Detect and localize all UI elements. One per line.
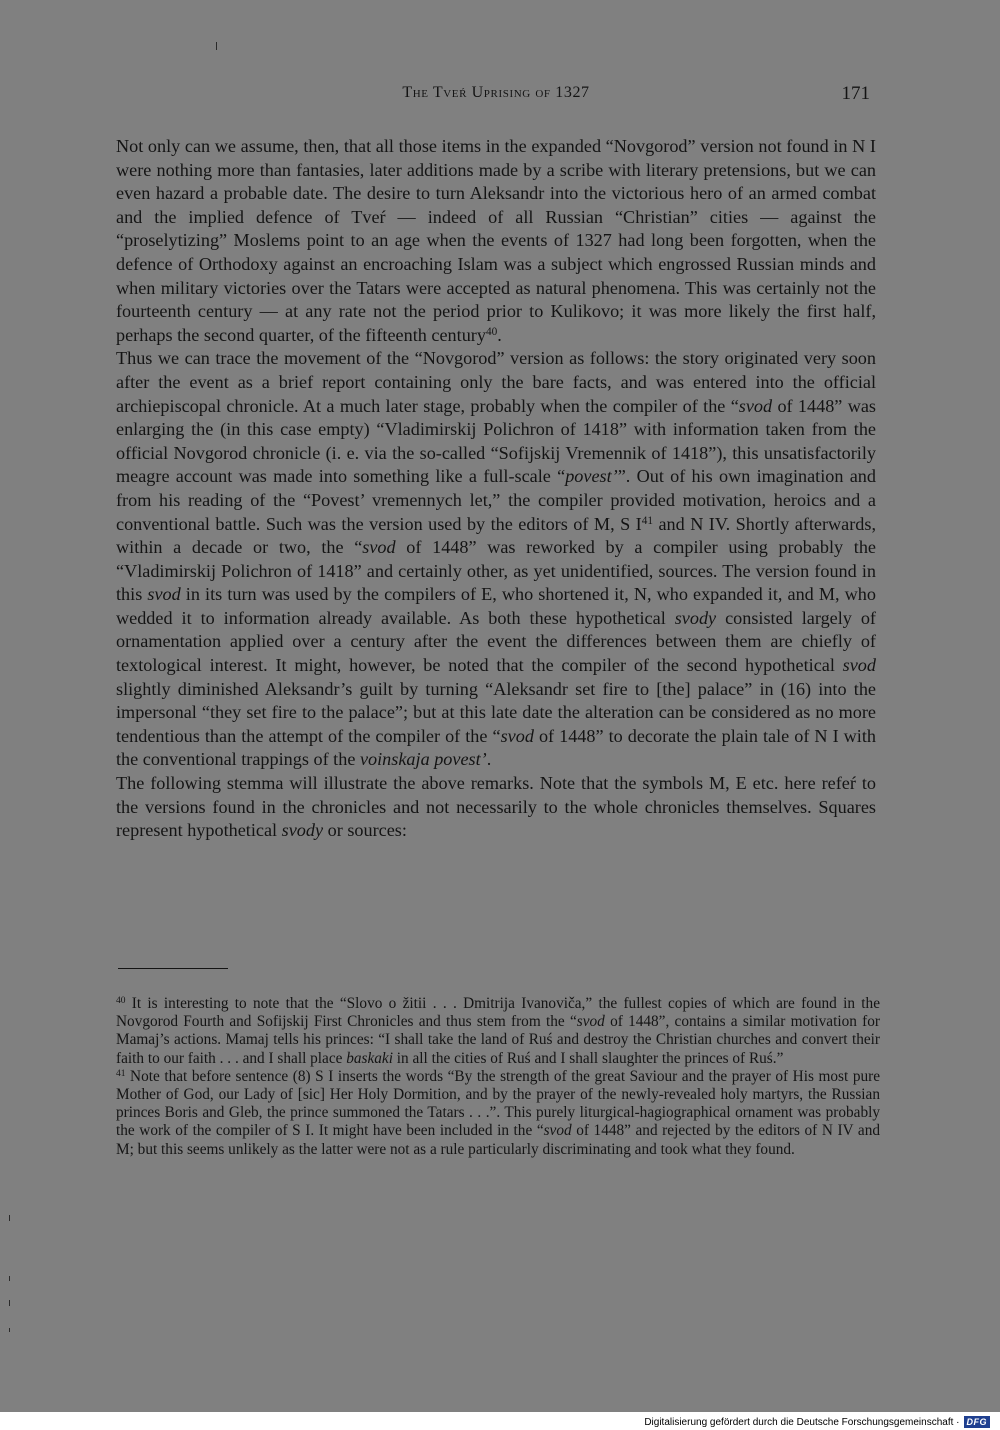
scan-speck [9, 1215, 10, 1221]
digitization-credit [644, 1415, 990, 1429]
paragraph [116, 772, 876, 843]
italic-term: svod [362, 537, 396, 558]
text-run: of 1448”, contains a similar motivation for Mamaj’s actions. Mamaj tells his princes: “I shall take the land of Ruś and destroy the Christian churches and convert their faith to our faith . . . and I shall place [116, 1013, 880, 1067]
paragraph [116, 347, 876, 772]
text-run: Not only can we assume, then, that all those items in the expanded “Novgorod” version not found in N I were nothing more than fantasies, later additions made by a scribe with literary pretensions, but we can even hazard a probable date. The desire to turn Aleksandr into the victorious hero of an armed combat and the implied defence of Tveŕ — indeed of all Russian “Christian” cities — against the “proselytizing” Moslems point to an age when the events of 1327 had long been forgotten, when the defence of Orthodoxy against an encroaching Islam was a subject which engrossed Russian minds and when military victories over the Tatars were accepted as natural phenomena. This was certainly not the fourteenth century — at any rate not the period prior to Kulikovo; it was more likely the first half, perhaps the second quarter, of the fifteenth century [116, 136, 876, 345]
text-run: It is interesting to note that the “Slovo o žitii . . . Dmitrija Ivanoviča,” the fullest copies of which are found in the Novgorod Fourth and Sofijskij First Chronicles and thus stem from the “ [116, 995, 880, 1031]
paragraph [116, 135, 876, 347]
text-run: slightly diminished Aleksandr’s guilt by turning “Aleksandr set fire to [the] palace” in (16) into the impersonal “they set fire to the palace”; but at this late date the alteration can be considered as no more tendentious than the attempt of the compiler of the “ [116, 678, 876, 746]
running-title: The Tveŕ Uprising of 1327 [402, 84, 590, 101]
italic-term: svod [738, 395, 773, 416]
text-run: in its turn was used by the compilers of E, who shortened it, N, who expanded it, and M, who wedded it to information already available. As both these hypothetical [116, 584, 876, 628]
footnote-number: 40 [116, 995, 126, 1006]
footnotes [116, 995, 880, 1159]
text-run: of 1448” and rejected by the editors of N IV and M; but this seems unlikely as the latter were not as a rule particularly discriminating and took what they found. [116, 1122, 880, 1158]
text-run: or sources: [323, 820, 407, 841]
text-run: in all the cities of Ruś and I shall slaughter the princes of Ruś.” [392, 1049, 784, 1067]
page-number: 171 [841, 83, 870, 104]
italic-term: svod [576, 1013, 605, 1031]
text-run: of 1448” was reworked by a compiler using probably the “Vladimirskij Polichron of 1418” and certainly other, as yet unidentified, sources. The version found in this [116, 537, 876, 605]
italic-term: svod [500, 725, 534, 746]
italic-term: svody [674, 607, 717, 628]
text-run: of 1448” to decorate the plain tale of N I with the conventional trappings of the [116, 725, 876, 770]
footnote-separator [118, 968, 228, 969]
text-run: ”. Out of his own imagination and from his reading of the “Povest’ vremennych let,” the compiler provided motivation, heroics and a conventional battle. Such was the version used by the editors of M, S I [116, 466, 876, 534]
text-run: Note that before sentence (8) S I inserts the words “By the strength of the great Saviour and the prayer of His most pure Mother of God, our Lady of [sic] Her Holy Dormition, and by the prayer of the newly-revealed holy martyrs, the Russian princes Boris and Gleb, the prince summoned the Tatars . . .”. This purely liturgical-hagiographical ornament was probably the work of the compiler of S I. It might have been included in the “ [116, 1067, 880, 1140]
scan-speck [9, 1276, 10, 1281]
text-run: The following stemma will illustrate the above remarks. Note that the symbols M, E etc. here refeŕ to the versions found in the chronicles and not necessarily to the whole chronicles themselves. Squares represent hypothetical [116, 773, 876, 841]
text-run: of 1448” was enlarging the (in this case empty) “Vladimirskij Polichron of 1418” with information taken from the official Novgorod chronicle (i. e. via the so-called “Sofijskij Vremennik of 1418”), this unsatisfactorily meagre account was made into something like a full-scale “ [116, 395, 876, 487]
footnote-number: 41 [116, 1068, 126, 1079]
italic-term: voinskaja povest’ [359, 749, 487, 770]
italic-term: baskaki [346, 1049, 393, 1067]
footnote-40 [116, 995, 880, 1068]
text-run: consisted largely of ornamentation applied over a century after the event the differences between them are chiefly of textological interest. It might, however, be noted that the compiler of the second hypothetical [116, 607, 876, 676]
footnote-ref-40: 40 [485, 325, 498, 338]
scan-speck [216, 42, 217, 50]
italic-term: svod [147, 584, 181, 605]
page-header [116, 84, 876, 110]
italic-term: povest’ [565, 466, 618, 487]
scan-speck [9, 1328, 10, 1332]
body-text [116, 135, 876, 843]
text-run: . [497, 324, 502, 345]
italic-term: svod [543, 1122, 572, 1140]
text-run: and N IV. Shortly afterwards, within a decade or two, the “ [116, 513, 876, 558]
footnote-41 [116, 1068, 880, 1159]
scan-speck [9, 1300, 10, 1306]
italic-term: svody [281, 820, 324, 841]
text-run: Thus we can trace the movement of the “Novgorod” version as follows: the story originated very soon after the event as a brief report containing only the bare facts, and was entered into the official archiepiscopal chronicle. At a much later stage, probably when the compiler of the “ [116, 348, 876, 416]
text-run: . [486, 749, 492, 770]
footnote-ref-41: 41 [641, 514, 653, 527]
italic-term: svod [842, 655, 876, 676]
dfg-logo: DFG [964, 1416, 991, 1428]
credit-text: Digitalisierung gefördert durch die Deutsche Forschungsgemeinschaft · [644, 1416, 960, 1428]
